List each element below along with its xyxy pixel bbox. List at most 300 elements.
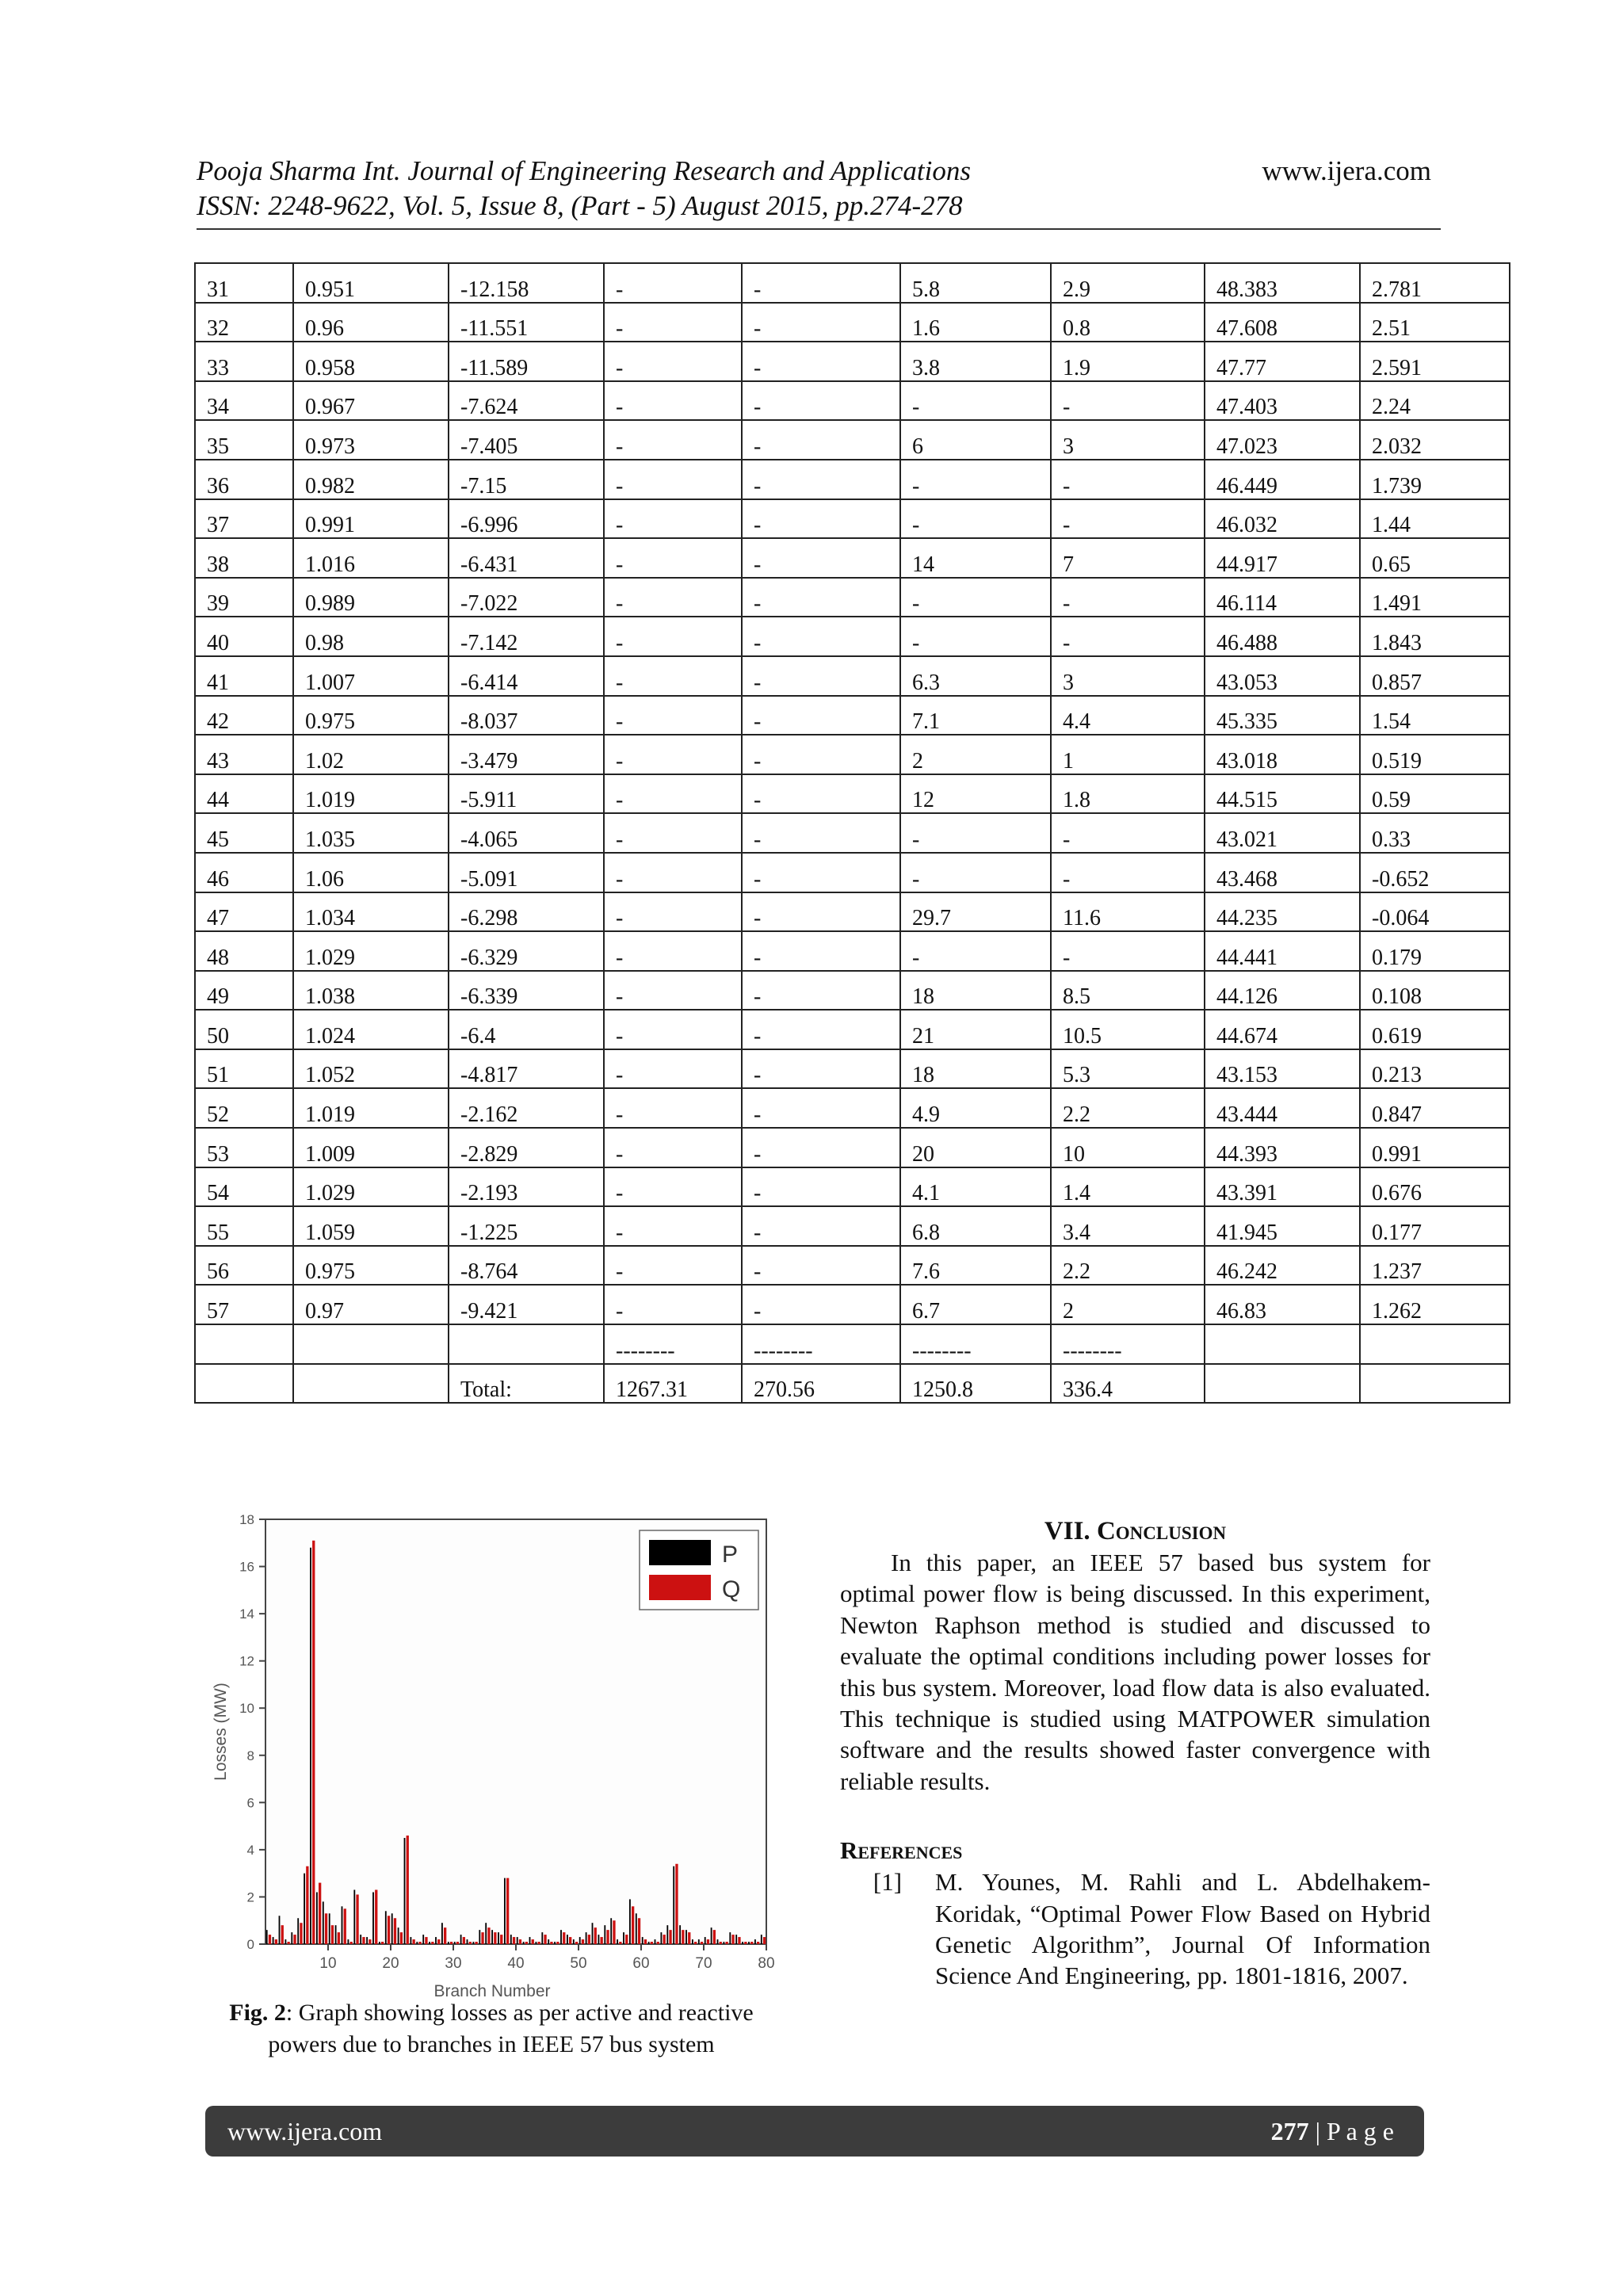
bar-q bbox=[319, 1883, 321, 1944]
table-cell bbox=[293, 1324, 449, 1364]
table-cell: - bbox=[900, 813, 1051, 853]
table-cell: 46.488 bbox=[1205, 617, 1360, 656]
table-cell: 10 bbox=[1051, 1128, 1205, 1167]
table-cell: 41 bbox=[195, 656, 293, 696]
table-cell: 46.242 bbox=[1205, 1246, 1360, 1286]
bar-q bbox=[594, 1927, 597, 1944]
table-cell: - bbox=[1051, 578, 1205, 617]
table-cell: -6.996 bbox=[449, 499, 604, 539]
table-cell: -2.193 bbox=[449, 1167, 604, 1207]
table-cell: 270.56 bbox=[742, 1364, 900, 1404]
table-cell: 6.7 bbox=[900, 1285, 1051, 1324]
table-cell: - bbox=[742, 1049, 900, 1089]
bar-p bbox=[629, 1899, 631, 1944]
table-cell bbox=[1360, 1364, 1510, 1404]
table-cell: 2.2 bbox=[1051, 1088, 1205, 1128]
table-row bbox=[195, 931, 1510, 971]
table-cell: -12.158 bbox=[449, 263, 604, 303]
table-cell: - bbox=[604, 971, 742, 1010]
bar-q bbox=[338, 1932, 340, 1944]
conclusion-title: Conclusion bbox=[1096, 1517, 1227, 1545]
bar-p bbox=[335, 1925, 337, 1944]
bar-q bbox=[425, 1937, 427, 1944]
legend-label-q: Q bbox=[722, 1576, 741, 1603]
bar-q bbox=[738, 1937, 740, 1944]
bar-q bbox=[412, 1939, 414, 1944]
table-row bbox=[195, 617, 1510, 656]
table-cell: 4.4 bbox=[1051, 696, 1205, 735]
table-cell: - bbox=[604, 499, 742, 539]
table-cell: 46.114 bbox=[1205, 578, 1360, 617]
table-cell: - bbox=[742, 538, 900, 578]
figure-label: Fig. 2 bbox=[229, 2000, 286, 2026]
table-cell: 53 bbox=[195, 1128, 293, 1167]
bar-q bbox=[469, 1942, 472, 1944]
table-cell: 41.945 bbox=[1205, 1206, 1360, 1246]
bar-q bbox=[269, 1935, 271, 1944]
table-cell: 1.019 bbox=[293, 1088, 449, 1128]
bar-p bbox=[429, 1942, 430, 1944]
table-cell: 1.8 bbox=[1051, 774, 1205, 814]
table-cell: -5.091 bbox=[449, 853, 604, 892]
table-cell: - bbox=[1051, 931, 1205, 971]
bar-p bbox=[479, 1930, 480, 1944]
table-cell: 0.989 bbox=[293, 578, 449, 617]
table-cell: 35 bbox=[195, 420, 293, 460]
table-cell: - bbox=[604, 381, 742, 421]
table-cell: 54 bbox=[195, 1167, 293, 1207]
table-cell: -7.142 bbox=[449, 617, 604, 656]
bar-p bbox=[498, 1932, 499, 1944]
table-cell: 1.052 bbox=[293, 1049, 449, 1089]
table-cell: - bbox=[742, 499, 900, 539]
table-cell: 34 bbox=[195, 381, 293, 421]
table-cell: -------- bbox=[604, 1324, 742, 1364]
bar-p bbox=[567, 1935, 568, 1944]
y-tick-label: 18 bbox=[239, 1512, 254, 1527]
table-cell: - bbox=[742, 381, 900, 421]
bar-p bbox=[422, 1935, 424, 1944]
bar-q bbox=[701, 1942, 703, 1944]
table-cell: 12 bbox=[900, 774, 1051, 814]
bar-q bbox=[537, 1942, 540, 1944]
table-cell: 1.02 bbox=[293, 735, 449, 774]
table-cell: 0.857 bbox=[1360, 656, 1510, 696]
bar-p bbox=[517, 1937, 518, 1944]
table-cell: 6 bbox=[900, 420, 1051, 460]
table-cell: 36 bbox=[195, 460, 293, 499]
bar-p bbox=[735, 1935, 737, 1944]
bar-p bbox=[548, 1939, 549, 1944]
table-cell: 14 bbox=[900, 538, 1051, 578]
table-cell: 1.739 bbox=[1360, 460, 1510, 499]
table-cell: 5.3 bbox=[1051, 1049, 1205, 1089]
table-cell: 0.59 bbox=[1360, 774, 1510, 814]
table-row bbox=[195, 1167, 1510, 1207]
bar-q bbox=[663, 1935, 665, 1944]
bar-q bbox=[375, 1890, 377, 1944]
table-cell: - bbox=[604, 892, 742, 932]
bar-p bbox=[617, 1939, 618, 1944]
table-cell: - bbox=[1051, 617, 1205, 656]
table-cell: 1.009 bbox=[293, 1128, 449, 1167]
table-cell: 1.843 bbox=[1360, 617, 1510, 656]
bar-q bbox=[744, 1942, 747, 1944]
table-cell bbox=[195, 1324, 293, 1364]
bar-q bbox=[407, 1836, 409, 1944]
table-cell: - bbox=[604, 578, 742, 617]
table-cell: -7.624 bbox=[449, 381, 604, 421]
table-cell: 1.029 bbox=[293, 931, 449, 971]
table-cell: -2.162 bbox=[449, 1088, 604, 1128]
table-cell: 21 bbox=[900, 1010, 1051, 1049]
table-cell: Total: bbox=[449, 1364, 604, 1404]
table-cell: 47.023 bbox=[1205, 420, 1360, 460]
bar-p bbox=[410, 1937, 411, 1944]
table-cell: 44.126 bbox=[1205, 971, 1360, 1010]
table-cell: 0.975 bbox=[293, 696, 449, 735]
legend-swatch-p bbox=[649, 1540, 711, 1565]
table-row bbox=[195, 813, 1510, 853]
table-cell: - bbox=[742, 578, 900, 617]
losses-chart-svg bbox=[202, 1510, 789, 2001]
y-tick-label: 2 bbox=[246, 1889, 254, 1905]
table-cell: 46.83 bbox=[1205, 1285, 1360, 1324]
running-header bbox=[197, 154, 1441, 223]
table-cell: 0.179 bbox=[1360, 931, 1510, 971]
bar-p bbox=[316, 1892, 318, 1944]
table-cell: - bbox=[604, 696, 742, 735]
bar-p bbox=[291, 1932, 292, 1944]
table-cell: 1.44 bbox=[1360, 499, 1510, 539]
figure-caption-text: : Graph showing losses as per active and reactive powers due to branches in IEEE 57 bus system bbox=[268, 2000, 754, 2057]
table-row bbox=[195, 1364, 1510, 1404]
bar-q bbox=[431, 1942, 433, 1944]
bar-p bbox=[391, 1913, 393, 1944]
bar-q bbox=[275, 1939, 277, 1944]
table-cell: -6.431 bbox=[449, 538, 604, 578]
table-cell: 43.053 bbox=[1205, 656, 1360, 696]
table-cell bbox=[195, 1364, 293, 1404]
table-cell: - bbox=[604, 538, 742, 578]
table-cell: - bbox=[742, 1088, 900, 1128]
references-heading: References bbox=[840, 1836, 963, 1865]
bar-q bbox=[606, 1930, 609, 1944]
y-tick-label: 10 bbox=[239, 1701, 254, 1717]
table-cell: -6.298 bbox=[449, 892, 604, 932]
table-cell: 0.958 bbox=[293, 342, 449, 381]
table-cell: -6.339 bbox=[449, 971, 604, 1010]
table-cell: 1.54 bbox=[1360, 696, 1510, 735]
table-cell: 44.917 bbox=[1205, 538, 1360, 578]
x-tick-label: 50 bbox=[570, 1955, 587, 1972]
table-row bbox=[195, 892, 1510, 932]
bar-p bbox=[679, 1925, 681, 1944]
bar-p bbox=[598, 1935, 599, 1944]
bar-q bbox=[506, 1878, 509, 1944]
bar-q bbox=[325, 1913, 327, 1944]
bar-p bbox=[454, 1942, 456, 1944]
table-cell: 0.991 bbox=[1360, 1128, 1510, 1167]
table-cell: -11.551 bbox=[449, 303, 604, 342]
bar-q bbox=[682, 1930, 684, 1944]
table-cell: 1.6 bbox=[900, 303, 1051, 342]
table-cell: - bbox=[742, 696, 900, 735]
x-tick-label: 20 bbox=[382, 1955, 399, 1972]
bar-p bbox=[304, 1874, 305, 1944]
table-cell: 47 bbox=[195, 892, 293, 932]
table-cell: 46.449 bbox=[1205, 460, 1360, 499]
table-cell: -7.405 bbox=[449, 420, 604, 460]
bar-q bbox=[312, 1541, 315, 1944]
bar-q bbox=[513, 1937, 515, 1944]
table-cell: - bbox=[742, 813, 900, 853]
bar-q bbox=[456, 1942, 459, 1944]
reference-item bbox=[840, 1866, 1430, 1992]
bar-q bbox=[400, 1932, 403, 1944]
bar-p bbox=[673, 1866, 674, 1944]
table-cell: 1.262 bbox=[1360, 1285, 1510, 1324]
bar-q bbox=[563, 1932, 565, 1944]
table-cell: 3 bbox=[1051, 656, 1205, 696]
header-website-link[interactable]: www.ijera.com bbox=[1262, 155, 1431, 186]
page-footer bbox=[205, 2106, 1424, 2157]
table-cell: 48 bbox=[195, 931, 293, 971]
table-cell: 42 bbox=[195, 696, 293, 735]
table-cell: 45.335 bbox=[1205, 696, 1360, 735]
table-cell: - bbox=[742, 342, 900, 381]
table-cell: 7 bbox=[1051, 538, 1205, 578]
table-cell: - bbox=[742, 1167, 900, 1207]
table-cell: 4.1 bbox=[900, 1167, 1051, 1207]
table-cell: - bbox=[742, 971, 900, 1010]
table-cell: - bbox=[604, 853, 742, 892]
table-cell: 0.676 bbox=[1360, 1167, 1510, 1207]
bar-q bbox=[657, 1942, 659, 1944]
bar-p bbox=[435, 1937, 437, 1944]
table-cell: - bbox=[742, 1246, 900, 1286]
table-cell: -4.065 bbox=[449, 813, 604, 853]
table-row bbox=[195, 1010, 1510, 1049]
page-number-value: 277 bbox=[1270, 2117, 1309, 2145]
table-cell: - bbox=[604, 342, 742, 381]
y-tick-label: 14 bbox=[239, 1606, 254, 1622]
bar-p bbox=[748, 1942, 750, 1944]
bar-p bbox=[510, 1935, 512, 1944]
bar-p bbox=[535, 1942, 537, 1944]
bar-q bbox=[344, 1908, 346, 1944]
bar-p bbox=[636, 1913, 637, 1944]
table-cell: 45 bbox=[195, 813, 293, 853]
table-cell: 0.847 bbox=[1360, 1088, 1510, 1128]
table-cell: - bbox=[604, 656, 742, 696]
bar-q bbox=[757, 1942, 759, 1944]
bar-q bbox=[638, 1918, 640, 1944]
table-cell: - bbox=[604, 1128, 742, 1167]
x-tick-label: 60 bbox=[632, 1955, 650, 1972]
bar-q bbox=[349, 1942, 352, 1944]
table-cell: 46.032 bbox=[1205, 499, 1360, 539]
bar-p bbox=[366, 1937, 368, 1944]
table-cell: 1.019 bbox=[293, 774, 449, 814]
table-cell: 57 bbox=[195, 1285, 293, 1324]
legend-swatch-q bbox=[649, 1575, 711, 1600]
table-cell: - bbox=[1051, 460, 1205, 499]
table-cell: 1.06 bbox=[293, 853, 449, 892]
table-row bbox=[195, 971, 1510, 1010]
table-cell: 32 bbox=[195, 303, 293, 342]
bar-p bbox=[648, 1942, 650, 1944]
bar-q bbox=[369, 1939, 371, 1944]
table-cell bbox=[293, 1364, 449, 1404]
table-cell: 1.007 bbox=[293, 656, 449, 696]
page-number bbox=[1271, 2117, 1394, 2146]
bar-q bbox=[519, 1939, 521, 1944]
table-cell: - bbox=[604, 303, 742, 342]
table-cell: 4.9 bbox=[900, 1088, 1051, 1128]
bar-p bbox=[610, 1918, 612, 1944]
table-cell: - bbox=[604, 1206, 742, 1246]
bar-q bbox=[731, 1935, 734, 1944]
bar-p bbox=[472, 1942, 474, 1944]
table-cell: 3.4 bbox=[1051, 1206, 1205, 1246]
table-cell: 1.237 bbox=[1360, 1246, 1510, 1286]
x-tick-label: 40 bbox=[507, 1955, 525, 1972]
table-cell: -8.037 bbox=[449, 696, 604, 735]
table-cell: -5.911 bbox=[449, 774, 604, 814]
table-cell: - bbox=[604, 1010, 742, 1049]
table-cell: 0.33 bbox=[1360, 813, 1510, 853]
table-cell: -6.4 bbox=[449, 1010, 604, 1049]
table-cell: 336.4 bbox=[1051, 1364, 1205, 1404]
table-cell: - bbox=[900, 578, 1051, 617]
table-cell: - bbox=[742, 774, 900, 814]
y-tick-label: 6 bbox=[246, 1795, 254, 1811]
bar-q bbox=[388, 1916, 390, 1944]
table-row bbox=[195, 1285, 1510, 1324]
bar-q bbox=[582, 1939, 584, 1944]
table-row bbox=[195, 1206, 1510, 1246]
table-row bbox=[195, 1324, 1510, 1364]
table-cell: -7.022 bbox=[449, 578, 604, 617]
table-cell: 0.177 bbox=[1360, 1206, 1510, 1246]
table-cell: 2.51 bbox=[1360, 303, 1510, 342]
bar-q bbox=[688, 1932, 690, 1944]
bar-p bbox=[385, 1911, 387, 1944]
bar-p bbox=[404, 1838, 406, 1944]
bar-q bbox=[763, 1937, 766, 1944]
bar-q bbox=[281, 1925, 284, 1944]
table-cell: 0.619 bbox=[1360, 1010, 1510, 1049]
table-cell: - bbox=[604, 420, 742, 460]
bar-p bbox=[448, 1942, 449, 1944]
bar-q bbox=[487, 1927, 490, 1944]
table-cell: 47.403 bbox=[1205, 381, 1360, 421]
bar-p bbox=[623, 1932, 624, 1944]
bar-p bbox=[586, 1932, 587, 1944]
bar-q bbox=[437, 1939, 440, 1944]
bar-p bbox=[761, 1935, 762, 1944]
table-cell: - bbox=[604, 1088, 742, 1128]
bar-q bbox=[619, 1942, 621, 1944]
table-cell: -11.589 bbox=[449, 342, 604, 381]
bar-p bbox=[416, 1942, 418, 1944]
table-cell: 1.034 bbox=[293, 892, 449, 932]
table-cell: - bbox=[900, 617, 1051, 656]
y-tick-label: 16 bbox=[239, 1559, 254, 1575]
table-cell: -7.15 bbox=[449, 460, 604, 499]
table-cell: 0.991 bbox=[293, 499, 449, 539]
table-cell: - bbox=[604, 774, 742, 814]
table-row bbox=[195, 538, 1510, 578]
bar-p bbox=[329, 1913, 330, 1944]
table-cell: 7.6 bbox=[900, 1246, 1051, 1286]
footer-website-link[interactable]: www.ijera.com bbox=[227, 2117, 383, 2145]
bar-p bbox=[273, 1937, 274, 1944]
bar-q bbox=[750, 1942, 753, 1944]
table-cell bbox=[1205, 1324, 1360, 1364]
table-cell: - bbox=[742, 892, 900, 932]
table-row bbox=[195, 420, 1510, 460]
table-cell: - bbox=[742, 853, 900, 892]
bar-q bbox=[613, 1920, 615, 1944]
table-cell: - bbox=[900, 853, 1051, 892]
table-cell: - bbox=[1051, 499, 1205, 539]
table-cell: 44.674 bbox=[1205, 1010, 1360, 1049]
table-cell: - bbox=[742, 1285, 900, 1324]
table-cell: 2.9 bbox=[1051, 263, 1205, 303]
bus-data-table bbox=[194, 262, 1510, 1404]
table-row bbox=[195, 1088, 1510, 1128]
table-cell: - bbox=[604, 931, 742, 971]
bar-p bbox=[310, 1548, 311, 1944]
bar-q bbox=[293, 1935, 296, 1944]
table-cell: 11.6 bbox=[1051, 892, 1205, 932]
table-cell: 0.65 bbox=[1360, 538, 1510, 578]
bar-q bbox=[600, 1937, 602, 1944]
table-cell: - bbox=[604, 263, 742, 303]
table-cell: 1.059 bbox=[293, 1206, 449, 1246]
bar-p bbox=[717, 1939, 719, 1944]
bar-p bbox=[742, 1942, 743, 1944]
table-cell: 3.8 bbox=[900, 342, 1051, 381]
bar-p bbox=[285, 1939, 286, 1944]
bar-p bbox=[729, 1932, 731, 1944]
table-cell: -1.225 bbox=[449, 1206, 604, 1246]
bar-p bbox=[666, 1925, 668, 1944]
table-cell: 18 bbox=[900, 971, 1051, 1010]
table-cell: - bbox=[742, 735, 900, 774]
bar-q bbox=[644, 1939, 647, 1944]
bar-p bbox=[692, 1939, 693, 1944]
table-cell: 38 bbox=[195, 538, 293, 578]
bar-q bbox=[544, 1935, 546, 1944]
header-divider bbox=[197, 228, 1441, 230]
table-cell: -9.421 bbox=[449, 1285, 604, 1324]
table-cell: 1250.8 bbox=[900, 1364, 1051, 1404]
table-cell: 0.975 bbox=[293, 1246, 449, 1286]
table-cell: -3.479 bbox=[449, 735, 604, 774]
table-cell: 50 bbox=[195, 1010, 293, 1049]
table-cell: -0.652 bbox=[1360, 853, 1510, 892]
table-cell: 40 bbox=[195, 617, 293, 656]
table-cell bbox=[1360, 1324, 1510, 1364]
bar-q bbox=[494, 1932, 496, 1944]
table-cell: 1267.31 bbox=[604, 1364, 742, 1404]
table-row bbox=[195, 853, 1510, 892]
table-cell: 0.97 bbox=[293, 1285, 449, 1324]
bar-q bbox=[331, 1925, 334, 1944]
